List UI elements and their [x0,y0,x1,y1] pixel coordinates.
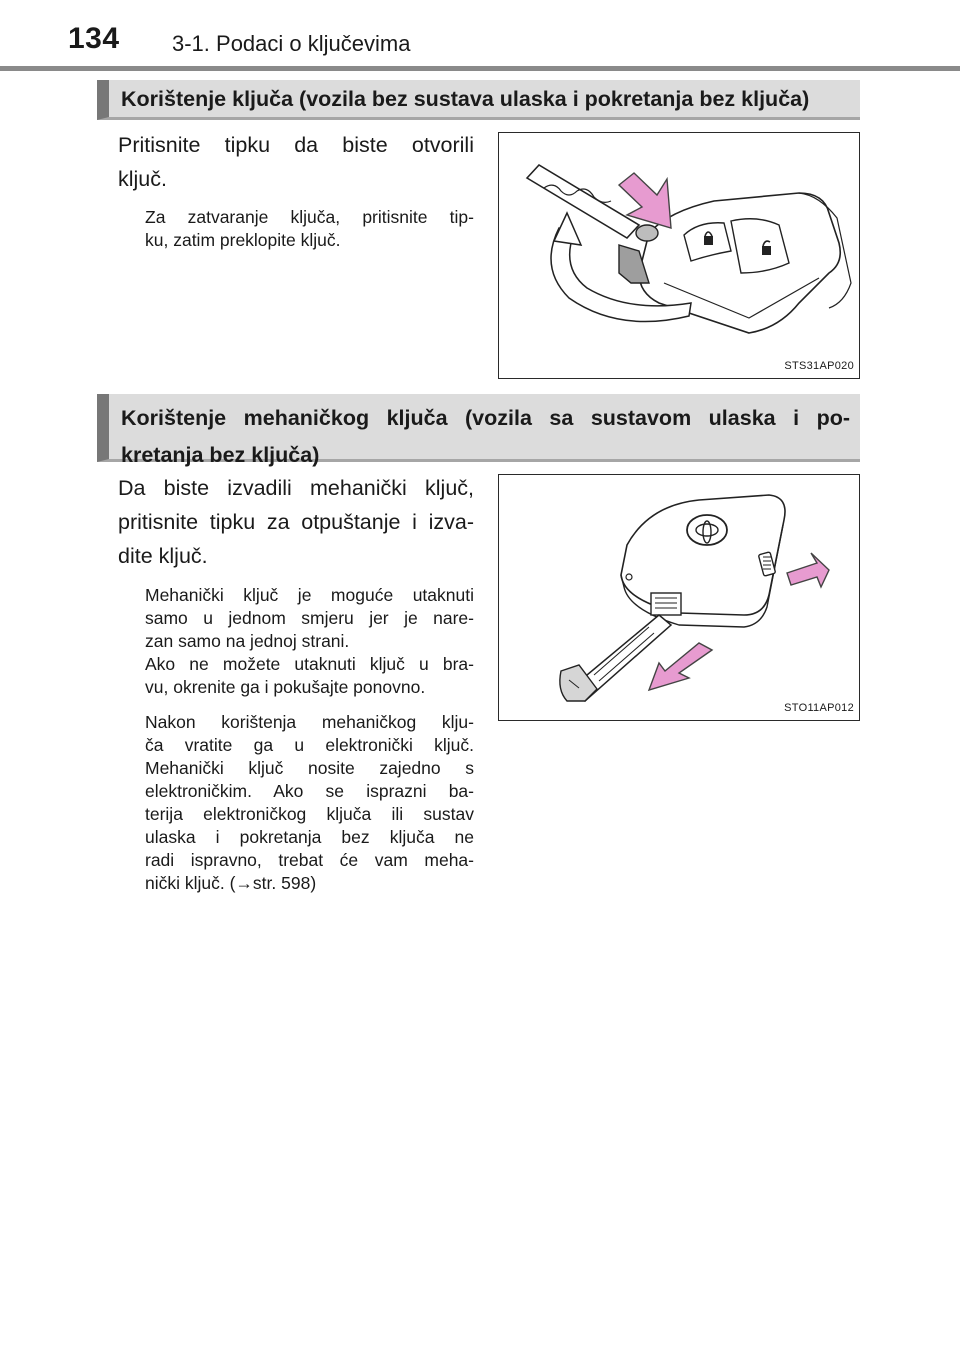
text-line: Mehanički ključ nosite zajedno s [145,758,474,778]
section-heading-1: Korištenje ključa (vozila bez sustava ulaska i pokretanja bez ključa) [97,80,860,120]
toyota-logo [687,515,727,545]
text-line: dite ključ. [118,544,208,568]
release-button [636,225,658,241]
push-arrow [787,553,829,587]
heading-line: kretanja bez ključa) [121,443,320,467]
text-line: samo u jednom smjeru jer je nare- [145,608,474,628]
note-3 [145,711,474,895]
text-line: terija elektroničkog ključa ili sustav [145,804,474,824]
note-1 [145,206,474,252]
text-line: pritisnite tipku za otpuštanje i izva- [118,510,474,534]
text-line: elektroničkim. Ako se isprazni ba- [145,781,474,801]
lock-icon [704,236,713,245]
figure-code-2: STO11AP012 [784,702,854,714]
smart-key-illustration [499,475,858,719]
text-line: Za zatvaranje ključa, pritisnite tip- [145,207,474,227]
section-2-text [118,471,474,895]
section-heading-2 [97,394,860,467]
text-line: ča vratite ga u elektronički ključ. [145,735,474,755]
text-line: zan samo na jednoj strani. [145,631,350,651]
text-line: radi ispravno, trebat će vam meha- [145,850,474,870]
heading-line: Korištenje mehaničkog ključa (vozila sa sustavom ulaska i po- [121,406,850,430]
text-line: nički ključ. (→str. 598) [145,873,317,893]
figure-code-1: STS31AP020 [784,360,854,372]
page-number: 134 [68,22,120,55]
pull-arrow [649,643,712,690]
text-line: Pritisnite tipku da biste otvorili [118,133,474,157]
text-line: ulaska i pokretanja bez ključa ne [145,827,474,847]
key-blade [527,165,639,238]
text-line: vu, okrenite ga i pokušajte ponovno. [145,677,426,697]
unlock-icon [762,246,771,255]
instruction-2 [118,471,474,573]
text-line: Mehanički ključ je moguće utaknuti [145,585,474,605]
text-line: Ako ne možete utaknuti ključ u bra- [145,654,474,674]
text-line: ključ. [118,167,167,191]
flip-key-illustration [499,133,858,377]
instruction-1 [118,128,474,196]
note-2 [145,584,474,699]
text-line: Nakon korištenja mehaničkog klju- [145,712,474,732]
figure-smart-key [498,474,860,721]
text-line: Da biste izvadili mehanički ključ, [118,476,474,500]
text-line: ku, zatim preklopite ključ. [145,230,341,250]
figure-flip-key [498,132,860,379]
header-rule [0,66,960,71]
section-1-text [118,128,474,252]
running-header: 3-1. Podaci o ključevima [172,31,411,56]
